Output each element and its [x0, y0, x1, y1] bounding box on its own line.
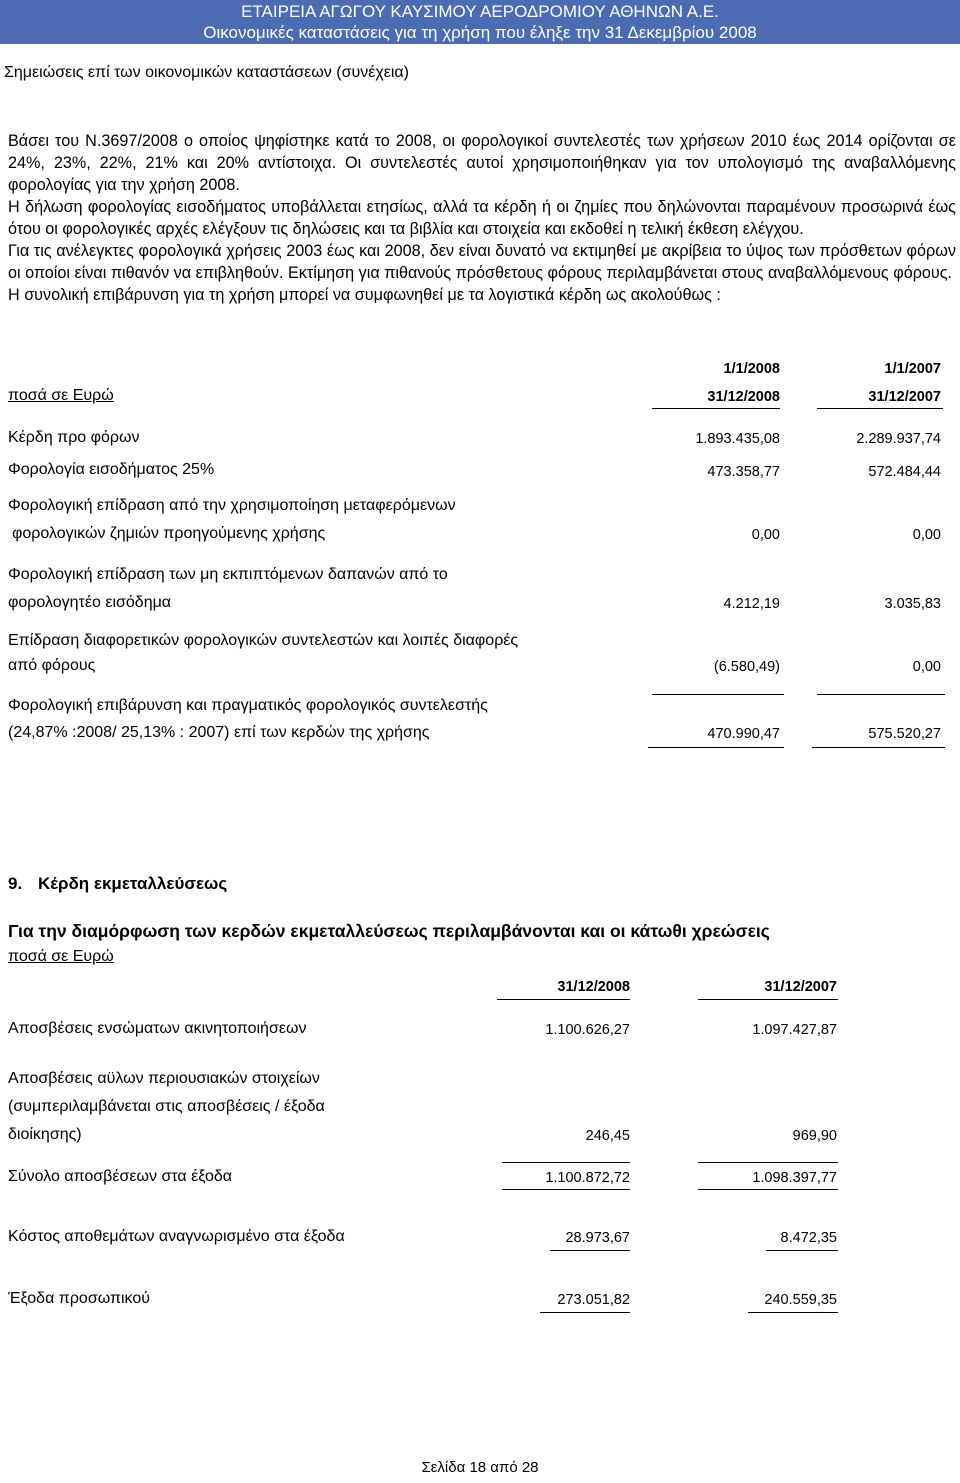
row-label: Φορολογική επίδραση των μη εκπιπτόμενων δαπανών από το: [8, 566, 448, 583]
row-label: Φορολογική επίδραση από την χρησιμοποίηση μεταφερόμενων: [8, 497, 456, 514]
s9-total-rule-2008: [502, 1189, 630, 1190]
s9-header-rule-2007: [698, 999, 838, 1000]
paragraph-tax-rates: Βάσει του Ν.3697/2008 ο οποίος ψηφίστηκε κατά το 2008, οι φορολογικοί συντελεστές των χρήσεων 2010 έως 2014 ορίζονται σε 24%, 23%, 22%, 21% και 20% αντίστοιχα. Οι συντελεστές αυτοί χρησιμοποιήθηκαν για τον υπολογισμό της αναβαλλόμενης φορολογίας για την χρήση 2008.: [8, 132, 956, 194]
value-2007: 1.098.397,77: [752, 1170, 837, 1186]
page-number: Σελίδα 18 από 28: [421, 1459, 539, 1476]
col-header-2008: 31/12/2008: [557, 979, 630, 995]
row-label: Αποσβέσεις αϋλων περιουσιακών στοιχείων: [8, 1070, 320, 1087]
header-rule-2007: [817, 408, 943, 409]
value-2007: 3.035,83: [884, 596, 941, 612]
value-2007: 969,90: [792, 1128, 837, 1144]
subtotal-rule-2007: [817, 694, 945, 695]
s9-staff-rule-2007: [748, 1312, 838, 1313]
subtotal-rule-2008: [652, 694, 784, 695]
value-2008: 1.100.872,72: [545, 1170, 630, 1186]
value-2007: 572.484,44: [868, 464, 941, 480]
col-header-from-2007: 1/1/2007: [884, 361, 941, 377]
value-2008: (6.580,49): [713, 659, 780, 675]
s9-sum-rule-2007: [698, 1162, 838, 1163]
row-label-cont: φορολογικών ζημιών προηγούμενης χρήσης: [12, 525, 326, 542]
value-2007: 575.520,27: [868, 726, 941, 742]
row-label: Φορολογία εισοδήματος 25%: [8, 461, 215, 478]
header-rule-2008: [652, 408, 780, 409]
col-header-from-2008: 1/1/2008: [723, 361, 780, 377]
row-label-cont: από φόρους: [8, 657, 96, 674]
section-subtitle: Για την διαμόρφωση των κερδών εκμεταλλεύσεως περιλαμβάνονται και οι κάτωθι χρεώσεις: [8, 921, 770, 941]
row-label: Έξοδα προσωπικού: [8, 1290, 151, 1307]
value-2008: 4.212,19: [723, 596, 780, 612]
paragraph-unaudited-years: Για τις ανέλεγκτες φορολογικά χρήσεις 2003 έως και 2008, δεν είναι δυνατό να εκτιμηθεί με ακρίβεια το ύψος των πρόσθετων φόρων οι οποίοι είναι πιθανόν να επιβληθούν. Εκτίμηση για πιθανούς πρόσθετους φόρους περιλαμβάνεται στους αναβαλλόμενους φόρους.: [8, 242, 956, 282]
row-label: Αποσβέσεις ενσώματων ακινητοποιήσεων: [8, 1020, 307, 1037]
value-2007: 0,00: [912, 659, 941, 675]
paragraph-reconciliation: Η συνολική επιβάρυνση για τη χρήση μπορεί να συμφωνηθεί με τα λογιστικά κέρδη ως ακολούθως :: [8, 286, 721, 304]
row-label-cont: (συμπεριλαμβάνεται στις αποσβέσεις / έξοδα: [8, 1098, 325, 1115]
total-rule-2007: [812, 747, 945, 748]
value-2007: 8.472,35: [780, 1230, 837, 1246]
report-subtitle: Οικονομικές καταστάσεις για τη χρήση που έληξε την 31 Δεκεμβρίου 2008: [203, 23, 757, 42]
s9-cost-rule-2007: [766, 1250, 838, 1251]
col-header-to-2007: 31/12/2007: [868, 389, 941, 405]
row-label: Κόστος αποθεμάτων αναγνωρισμένο στα έξοδα: [8, 1228, 345, 1245]
s9-staff-rule-2008: [540, 1312, 630, 1313]
row-label: Επίδραση διαφορετικών φορολογικών συντελεστών και λοιπές διαφορές: [8, 632, 519, 649]
value-2008: 0,00: [751, 527, 780, 543]
row-label-cont: διοίκησης): [8, 1126, 82, 1143]
notes-title: Σημειώσεις επί των οικονομικών καταστάσεων (συνέχεια): [4, 64, 409, 81]
col-header-2007: 31/12/2007: [764, 979, 837, 995]
value-2008: 1.100.626,27: [545, 1022, 630, 1038]
value-2008: 470.990,47: [707, 726, 780, 742]
value-2007: 1.097.427,87: [752, 1022, 837, 1038]
section-title: Κέρδη εκμεταλλεύσεως: [38, 874, 228, 893]
value-2008: 28.973,67: [565, 1230, 630, 1246]
notes-paragraphs: [8, 130, 956, 306]
s9-total-rule-2007: [698, 1189, 838, 1190]
value-2008: 473.358,77: [707, 464, 780, 480]
currency-label: ποσά σε Ευρώ: [8, 948, 114, 965]
col-header-to-2008: 31/12/2008: [707, 389, 780, 405]
value-2007: 2.289.937,74: [856, 431, 941, 447]
row-label: Σύνολο αποσβέσεων στα έξοδα: [8, 1168, 233, 1185]
row-label-cont: φορολογητέο εισόδημα: [8, 594, 172, 611]
value-2007: 240.559,35: [764, 1292, 837, 1308]
s9-cost-rule-2008: [550, 1250, 630, 1251]
header-band: [0, 0, 960, 44]
s9-sum-rule-2008: [502, 1162, 630, 1163]
s9-header-rule-2008: [497, 999, 630, 1000]
currency-label: ποσά σε Ευρώ: [8, 387, 114, 404]
row-label: Φορολογική επιβάρυνση και πραγματικός φορολογικός συντελεστής: [8, 697, 488, 714]
section-number: 9.: [8, 874, 23, 893]
total-rule-2008: [648, 747, 784, 748]
row-label: Κέρδη προ φόρων: [8, 429, 140, 446]
row-label-cont: (24,87% :2008/ 25,13% : 2007) επί των κερδών της χρήσης: [8, 724, 430, 741]
value-2008: 1.893.435,08: [695, 431, 780, 447]
value-2007: 0,00: [912, 527, 941, 543]
company-name: ΕΤΑΙΡΕΙΑ ΑΓΩΓΟΥ ΚΑΥΣΙΜΟΥ ΑΕΡΟΔΡΟΜΙΟΥ ΑΘΗΝΩΝ Α.Ε.: [241, 2, 719, 21]
paragraph-tax-return: Η δήλωση φορολογίας εισοδήματος υποβάλλεται ετησίως, αλλά τα κέρδη ή οι ζημίες που δηλώνονται παραμένουν προσωρινά έως ότου οι φορολογικές αρχές ελέγξουν τις δηλώσεις και τα βιβλία και στοιχεία και εκδοθεί η τελική έκθεση ελέγχου.: [8, 198, 956, 238]
value-2008: 273.051,82: [557, 1292, 630, 1308]
value-2008: 246,45: [585, 1128, 630, 1144]
